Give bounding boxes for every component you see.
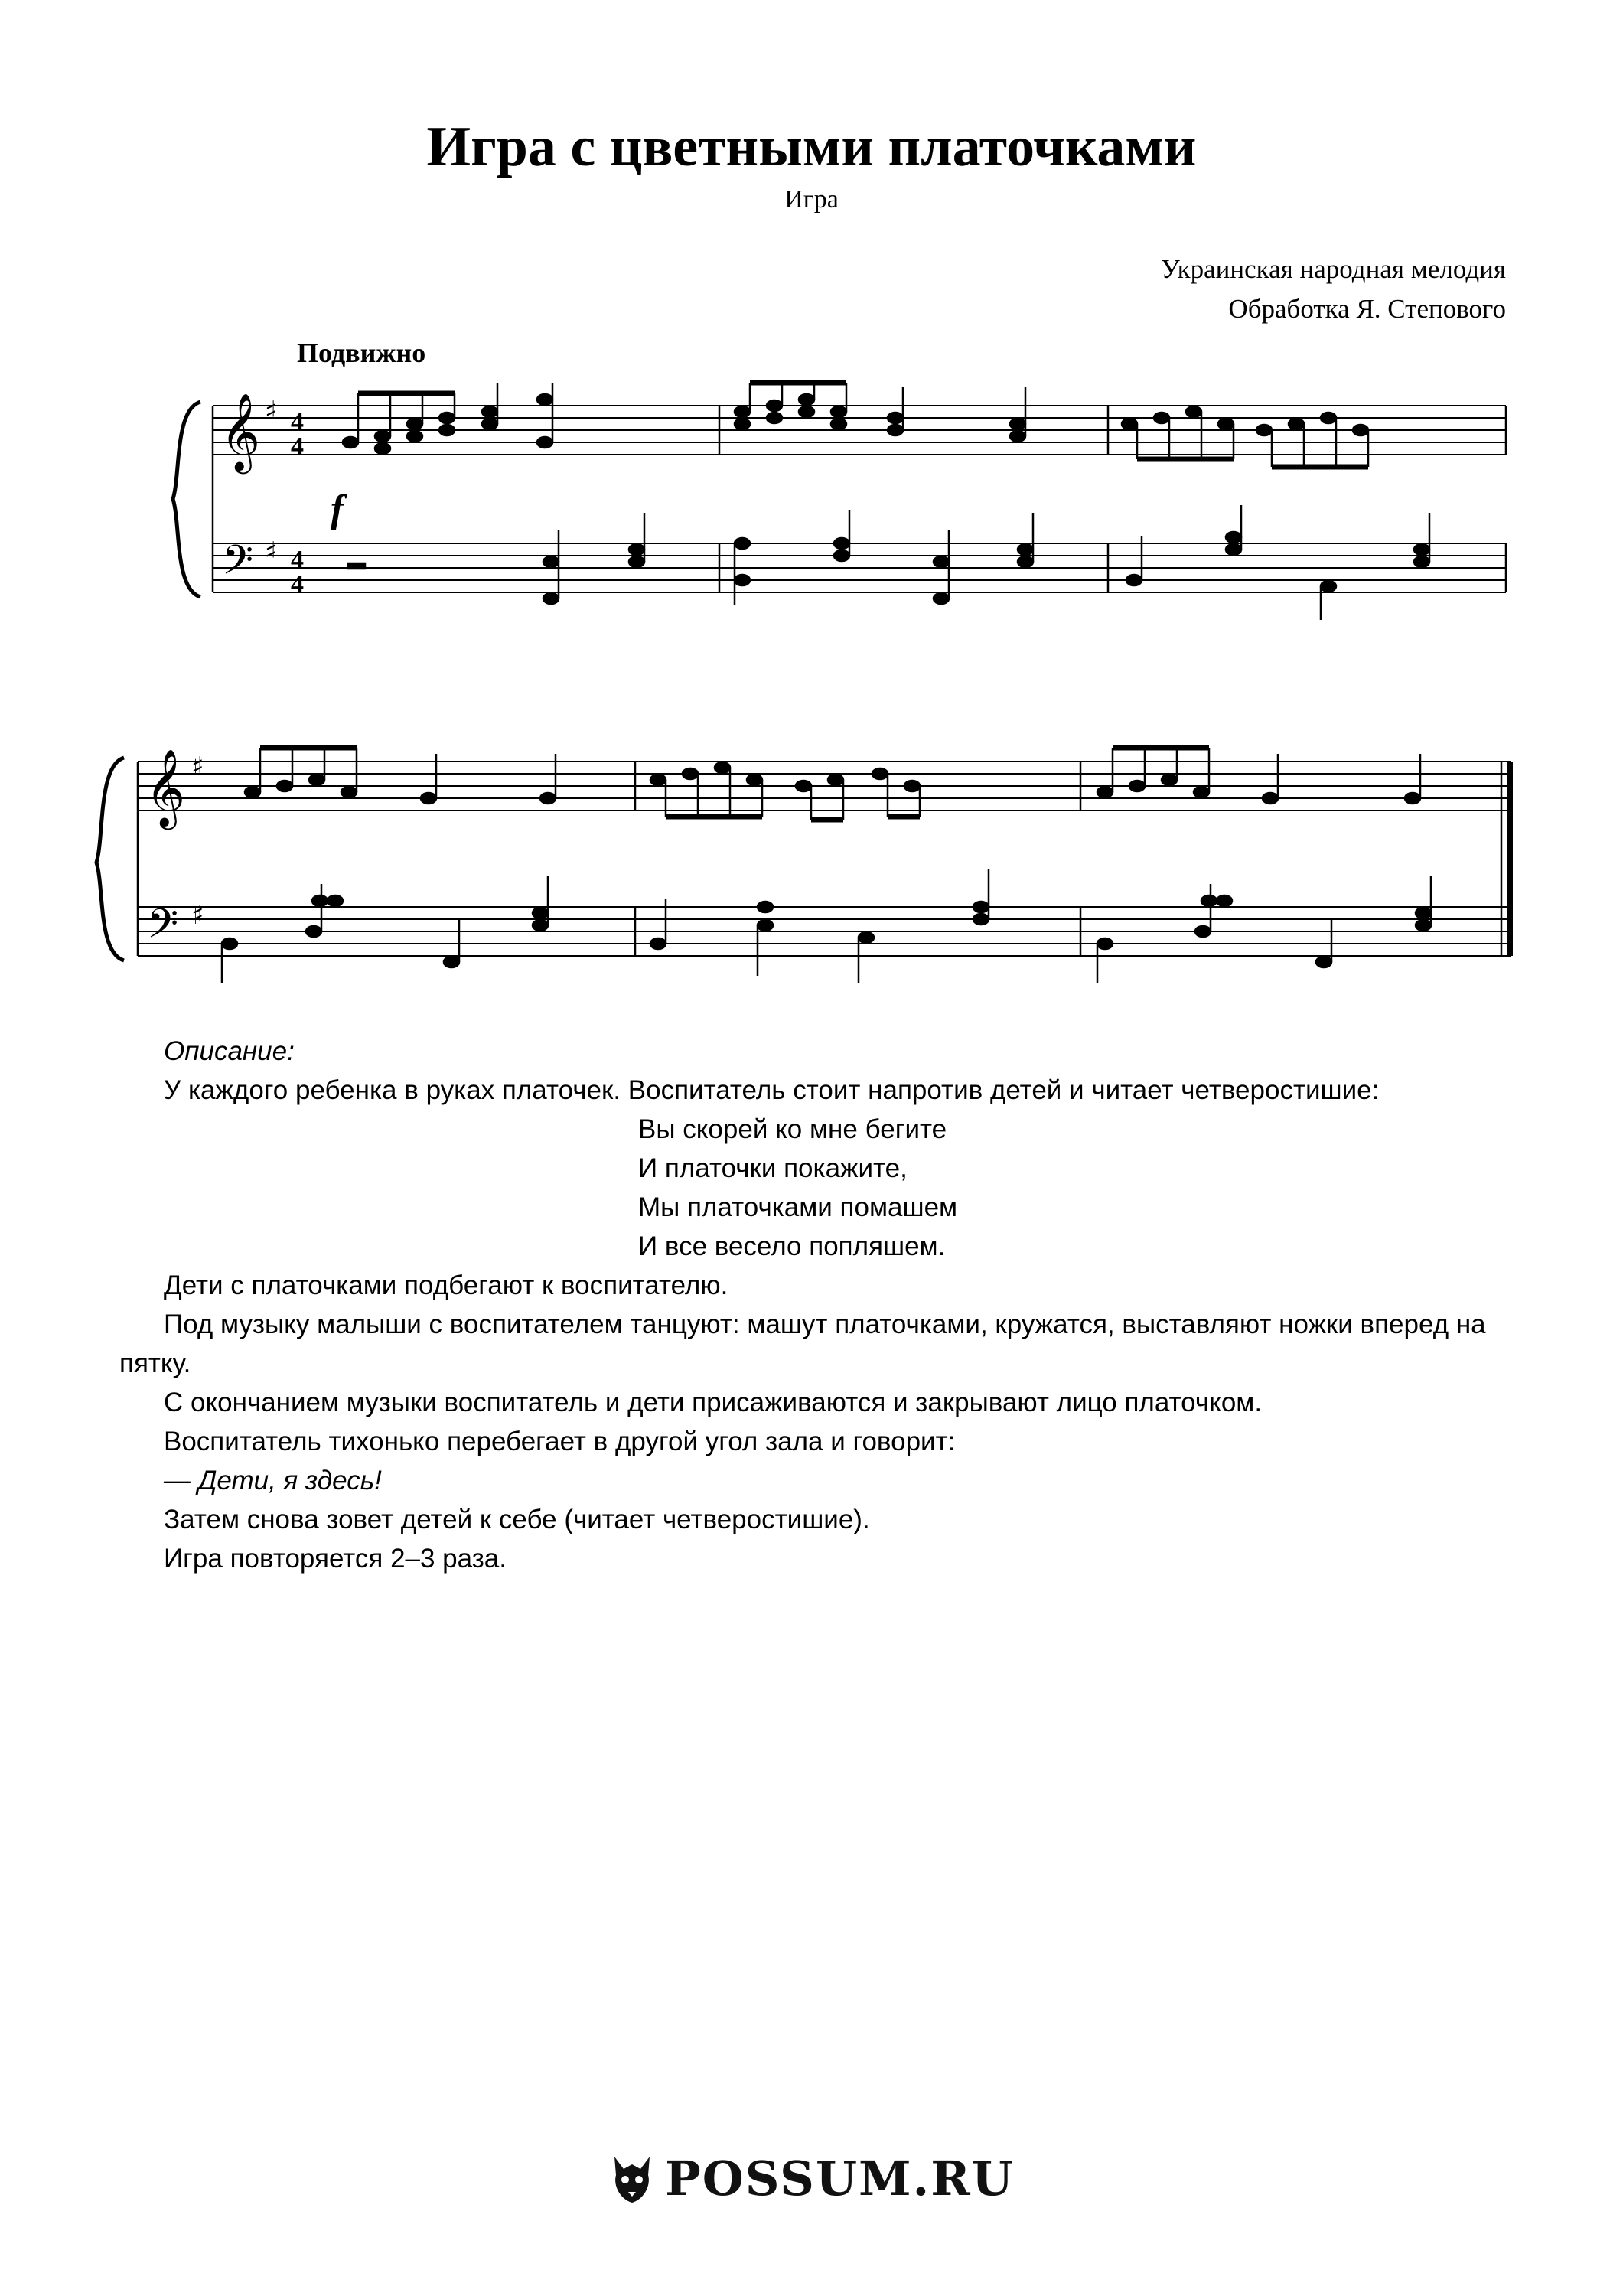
description-intro: У каждого ребенка в руках платочек. Воспитатель стоит напротив детей и читает четверостишие: xyxy=(164,1075,1380,1105)
dynamic-marking: f xyxy=(331,488,344,531)
footer-logo-text: POSSUM.RU xyxy=(665,2151,1015,2206)
bass-clef-icon: 𝄢 xyxy=(222,537,254,594)
bass-staff xyxy=(138,907,1511,956)
music-system-2 xyxy=(0,731,1623,1022)
system-brace xyxy=(96,758,124,960)
music-system-1 xyxy=(0,360,1623,651)
bass-notes xyxy=(348,505,1429,620)
description-paragraph: Воспитатель тихонько перебегает в другой угол зала и говорит: xyxy=(164,1427,956,1456)
treble-staff xyxy=(213,406,1506,455)
credit-arrangement: Обработка Я. Степового xyxy=(1228,294,1506,324)
key-sharp-icon: ♯ xyxy=(265,396,278,426)
footer-logo[interactable] xyxy=(0,2151,1623,2206)
treble-notes-m4 xyxy=(245,748,556,804)
barlines xyxy=(213,406,1506,592)
key-sharp-icon: ♯ xyxy=(191,752,204,782)
treble-clef-icon: 𝄞 xyxy=(145,748,186,827)
poem-line: Мы платочками помашем xyxy=(638,1192,958,1222)
description-heading: Описание: xyxy=(164,1036,295,1066)
tempo-marking: Подвижно xyxy=(297,338,426,368)
treble-staff xyxy=(138,762,1511,810)
poem-line: И платочки покажите, xyxy=(638,1153,908,1183)
poem-line: Вы скорей ко мне бегите xyxy=(638,1114,947,1144)
description xyxy=(119,1032,1520,1578)
description-paragraph: Затем снова зовет детей к себе (читает четверостишие). xyxy=(164,1505,870,1534)
treble-notes-m2 xyxy=(735,383,1025,442)
treble-notes-m3 xyxy=(1122,406,1368,467)
poem-line: И все весело попляшем. xyxy=(638,1231,946,1261)
time-sig-top: 4 xyxy=(291,408,304,436)
treble-notes-m6 xyxy=(1097,748,1420,804)
description-paragraph: Под музыку малыши с воспитателем танцуют: машут платочками, кружатся, выставляют ножки вперед на пятку. xyxy=(119,1309,1486,1378)
time-sig-top: 4 xyxy=(291,546,304,574)
time-sig-bottom: 4 xyxy=(291,570,304,598)
page-title: Игра с цветными платочками xyxy=(426,116,1197,178)
description-paragraph: С окончанием музыки воспитатель и дети присаживаются и закрывают лицо платочком. xyxy=(164,1388,1263,1417)
credits xyxy=(1161,249,1506,329)
bass-staff xyxy=(213,543,1506,592)
description-paragraph: Игра повторяется 2–3 раза. xyxy=(164,1544,507,1574)
bass-clef-icon: 𝄢 xyxy=(147,901,179,957)
possum-icon xyxy=(608,2152,656,2206)
bass-notes xyxy=(222,869,1431,983)
description-paragraph: Дети с платочками подбегают к воспитателю. xyxy=(164,1270,728,1300)
treble-clef-icon: 𝄞 xyxy=(220,392,261,471)
key-sharp-icon: ♯ xyxy=(265,536,278,567)
description-speech: — Дети, я здесь! xyxy=(164,1466,382,1495)
time-sig-bottom: 4 xyxy=(291,432,304,461)
page-subtitle: Игра xyxy=(784,185,839,214)
system-brace xyxy=(173,402,200,597)
credit-melody: Украинская народная мелодия xyxy=(1160,254,1506,284)
key-sharp-icon: ♯ xyxy=(191,900,204,931)
